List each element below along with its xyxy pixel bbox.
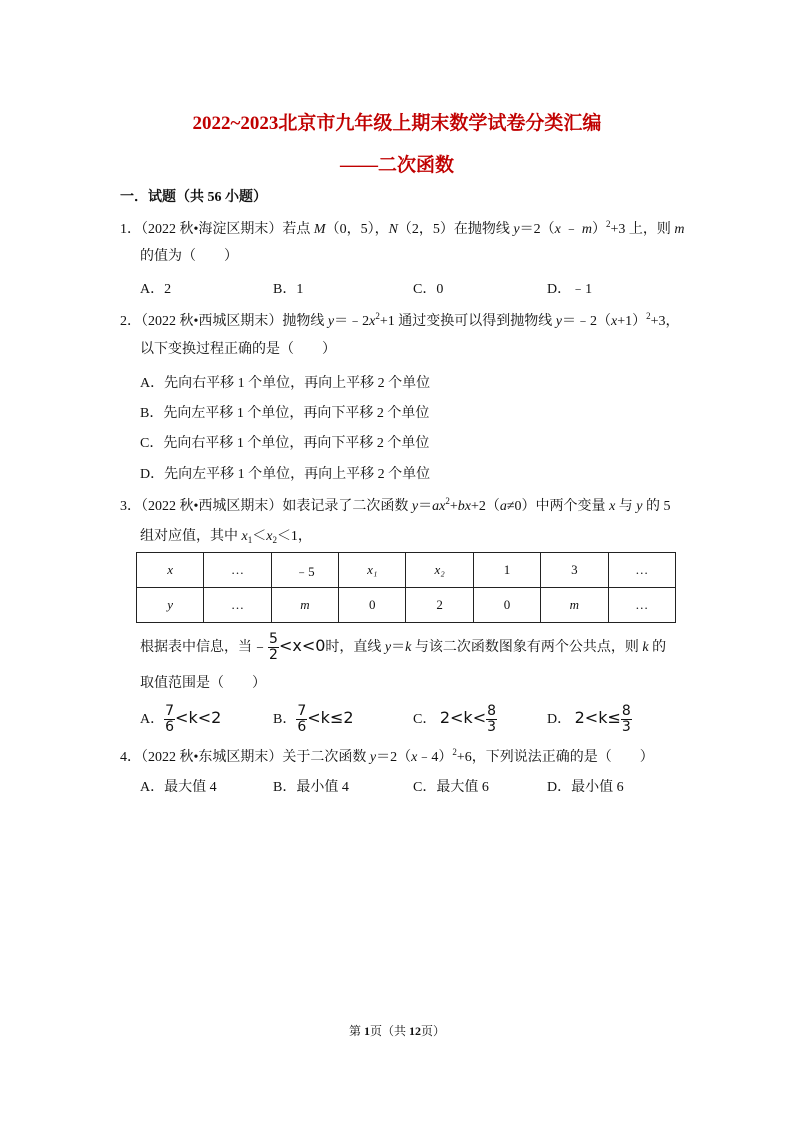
fraction: $\frac{7}{6}$ (165, 703, 175, 736)
question-text: +6，下列说法正确的是（ ） (456, 750, 654, 765)
table-cell: ﹣5 (271, 553, 338, 588)
math-var: y (636, 499, 643, 514)
q3-option-d[interactable]: D． 2<k≤ $\frac{8}{3}$ (547, 703, 631, 736)
question-text: 的 (648, 640, 667, 655)
section-heading: 一．试题（共 56 小题） (120, 190, 267, 205)
question-text: 与 (615, 499, 637, 514)
math-var: x (609, 499, 616, 514)
question-text: ﹣4） (417, 750, 453, 765)
question-source: （2022 秋•东城区期末） (141, 750, 283, 765)
document-subtitle: ——二次函数 (339, 155, 454, 176)
superscript: 2 (452, 747, 457, 757)
q1-option-b[interactable]: B．1 (273, 282, 304, 297)
question-text: 如表记录了二次函数 (282, 499, 412, 514)
table-cell: 1 (473, 553, 540, 588)
question-3-continuation (140, 527, 312, 547)
math-var: M (313, 222, 326, 237)
math-number: 0 (315, 636, 326, 655)
table-cell: 2 (406, 588, 473, 623)
math-var: x (554, 222, 561, 237)
question-text: + (449, 499, 458, 514)
question-text: ） (591, 222, 606, 237)
question-text: 的 5 (642, 499, 671, 514)
question-text: ＝﹣2 (334, 314, 370, 329)
table-cell: 0 (339, 588, 406, 623)
question-text: 与该二次函数图象有两个公共点，则 (411, 640, 643, 655)
table-cell: x₂ (406, 553, 473, 588)
question-text: 根据表中信息，当 (140, 640, 252, 655)
question-3 (120, 497, 671, 517)
question-number: 1． (120, 222, 141, 237)
math-symbol: < (278, 636, 293, 655)
math-var: bx (457, 499, 471, 514)
q1-option-c[interactable]: C．0 (413, 282, 444, 297)
minus-sign: ﹣ (252, 636, 269, 655)
math-var: N (388, 222, 398, 237)
question-text: ≠0）中两个变量 (506, 499, 610, 514)
math-var: y (555, 314, 562, 329)
question-source: （2022 秋•西城区期末） (141, 499, 283, 514)
table-cell: x₁ (339, 553, 406, 588)
math-var: y (513, 222, 520, 237)
table-cell: 0 (473, 588, 540, 623)
question-text: ＝ (391, 640, 406, 655)
question-text: +2（ (470, 499, 500, 514)
question-text: ＜1， (276, 529, 312, 544)
math-var: y (369, 750, 377, 765)
question-text: ﹣ (560, 222, 582, 237)
question-text: 组对应值，其中 (140, 529, 242, 544)
fraction: $\frac{7}{6}$ (297, 703, 307, 736)
question-number: 4． (120, 750, 141, 765)
question-text: （0，5）， (325, 222, 389, 237)
page-number: 1 (363, 1024, 370, 1038)
question-text: ＝2（ (376, 750, 412, 765)
math-var: ax (432, 499, 446, 514)
table-row (137, 553, 676, 588)
superscript: 2 (605, 219, 611, 229)
q1-option-d[interactable]: D．﹣1 (547, 282, 593, 297)
question-source: （2022 秋•西城区期末） (141, 314, 283, 329)
math-var: x (266, 529, 273, 544)
math-var: k (405, 640, 412, 655)
math-var: x (241, 529, 248, 544)
q4-option-a[interactable]: A．最大值 4 (140, 780, 217, 795)
question-1-continuation: 的值为（ ） (140, 249, 238, 264)
q4-option-c[interactable]: C．最大值 6 (413, 780, 489, 795)
math-var: x (369, 314, 376, 329)
math-var: y (384, 640, 392, 655)
q3-option-b[interactable]: B． $\frac{7}{6}$ <k≤2 (273, 703, 354, 736)
math-var: y (327, 314, 335, 329)
q3-option-a[interactable]: A． $\frac{7}{6}$ <k<2 (140, 703, 222, 736)
math-var: m (674, 222, 685, 237)
table-cell: x (137, 553, 204, 588)
superscript: 2 (445, 496, 450, 506)
table-cell: y (137, 588, 204, 623)
question-3-condition (140, 630, 666, 664)
page-footer: 第 1页（共 12页） (348, 1024, 446, 1038)
math-var: x (610, 314, 618, 329)
subscript: 2 (272, 535, 277, 545)
table-cell: m (541, 588, 608, 623)
question-text: 抛物线 (282, 314, 328, 329)
question-2-continuation: 以下变换过程正确的是（ ） (140, 342, 336, 357)
subscript: 1 (247, 535, 253, 545)
math-var: x (411, 750, 418, 765)
fraction: $\frac{5}{2}$ (269, 631, 278, 664)
q2-option-b[interactable]: B．先向左平移 1 个单位，再向下平移 2 个单位 (140, 406, 430, 421)
table-cell: m (271, 588, 338, 623)
question-3-continuation-2: 取值范围是（ ） (140, 676, 266, 691)
fraction: $\frac{8}{3}$ (487, 703, 497, 736)
q4-option-b[interactable]: B．最小值 4 (273, 780, 349, 795)
q2-option-c[interactable]: C．先向右平移 1 个单位，再向下平移 2 个单位 (140, 436, 430, 451)
q2-option-d[interactable]: D．先向左平移 1 个单位，再向上平移 2 个单位 (140, 467, 431, 482)
superscript: 2 (646, 311, 651, 321)
table-cell: … (608, 553, 675, 588)
question-text: （2，5）在抛物线 (397, 222, 514, 237)
question-text: ＝﹣2（ (561, 314, 611, 329)
table-cell: … (204, 588, 271, 623)
math-var: x (292, 636, 302, 655)
document-title: 2022~2023北京市九年级上期末数学试卷分类汇编 (192, 113, 602, 134)
superscript: 2 (375, 311, 380, 321)
table-row (137, 588, 676, 623)
question-text: +3 上，则 (610, 222, 675, 237)
question-text: ＝ (418, 499, 433, 514)
question-text: ＝2（ (519, 222, 555, 237)
math-var: y (411, 499, 419, 514)
q4-option-d[interactable]: D．最小值 6 (547, 780, 624, 795)
question-text: +1 通过变换可以得到抛物线 (379, 314, 556, 329)
question-number: 3． (120, 499, 141, 514)
math-var: m (581, 222, 592, 237)
question-number: 2． (120, 314, 141, 329)
question-text: ＜ (252, 529, 267, 544)
question-text: +1） (617, 314, 647, 329)
question-2 (120, 312, 680, 332)
q1-option-a[interactable]: A．2 (140, 282, 172, 297)
q2-option-a[interactable]: A．先向右平移 1 个单位，再向上平移 2 个单位 (140, 376, 431, 391)
question-4 (120, 748, 654, 768)
math-symbol: < (301, 636, 316, 655)
question-source: （2022 秋•海淀区期末） (141, 222, 283, 237)
table-cell: … (204, 553, 271, 588)
question-text: 时，直线 (325, 640, 385, 655)
q3-option-c[interactable]: C． 2<k< $\frac{8}{3}$ (413, 703, 497, 736)
question-text: 关于二次函数 (282, 750, 370, 765)
math-var: k (642, 640, 649, 655)
table-cell: … (608, 588, 675, 623)
page-total: 12 (409, 1024, 421, 1038)
question-text: 若点 (282, 222, 314, 237)
question-text: +3， (650, 314, 680, 329)
fraction: $\frac{8}{3}$ (621, 703, 631, 736)
math-var: a (499, 499, 507, 514)
table-cell: 3 (541, 553, 608, 588)
question-1 (120, 220, 685, 240)
value-table (136, 552, 676, 623)
